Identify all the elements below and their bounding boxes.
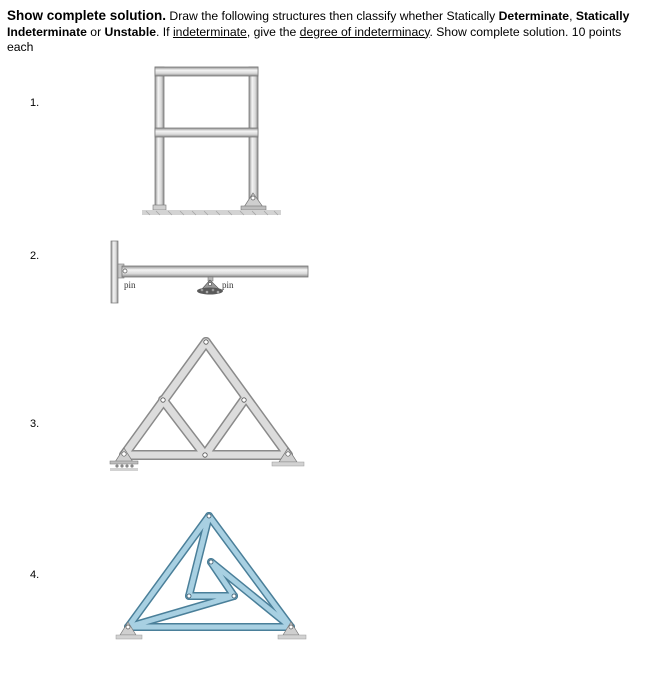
bottom-pin-support-icon — [197, 277, 223, 295]
unstable-label: Unstable — [104, 24, 157, 39]
problem-number-2: 2. — [30, 250, 40, 262]
determinate-label: Determinate — [498, 9, 570, 23]
frame-right-column — [249, 67, 258, 209]
beam-member — [122, 266, 308, 277]
instructions-comma: , — [569, 9, 573, 23]
structure-4-truss — [116, 514, 306, 639]
pin-support-icon — [241, 193, 266, 210]
instructions-text-4: . Show complete solution. 10 points each — [7, 24, 622, 54]
wall-pin-icon — [123, 269, 127, 273]
indeterminate-underlined: indeterminate — [172, 24, 247, 39]
wall — [111, 241, 118, 303]
ground-strip — [142, 210, 281, 215]
structure-2-beam — [111, 241, 308, 303]
instructions-or: or — [86, 24, 105, 39]
problem-number-3: 3. — [30, 418, 40, 430]
problem-number-4: 4. — [30, 569, 40, 581]
left-web — [163, 400, 205, 455]
right-web — [205, 400, 244, 455]
truss-members — [124, 342, 288, 455]
problem-number-1: 1. — [30, 97, 40, 109]
bottom-pin-label: pin — [222, 280, 234, 290]
blue-members — [128, 516, 291, 627]
left-fixed-base — [153, 205, 166, 210]
instructions-text-1: Draw the following structures then classify whether Statically — [166, 9, 499, 23]
truss-joints — [161, 340, 246, 457]
structure-3-truss — [110, 340, 304, 471]
frame-left-column — [155, 67, 164, 209]
degree-underlined: degree of indeterminacy — [299, 24, 430, 39]
indeterminate-label: Statically Indeterminate — [7, 9, 630, 39]
instructions-heading: Show complete solution. — [7, 8, 167, 23]
frame-floor-beam — [155, 128, 258, 137]
instructions-text-2: . If — [156, 24, 173, 39]
frame-roof-beam — [155, 67, 258, 76]
instructions-text-3: , give the — [246, 24, 300, 39]
structure-1-frame — [142, 67, 281, 215]
truss-members-outline — [124, 342, 288, 455]
wall-pin-label: pin — [124, 280, 136, 290]
